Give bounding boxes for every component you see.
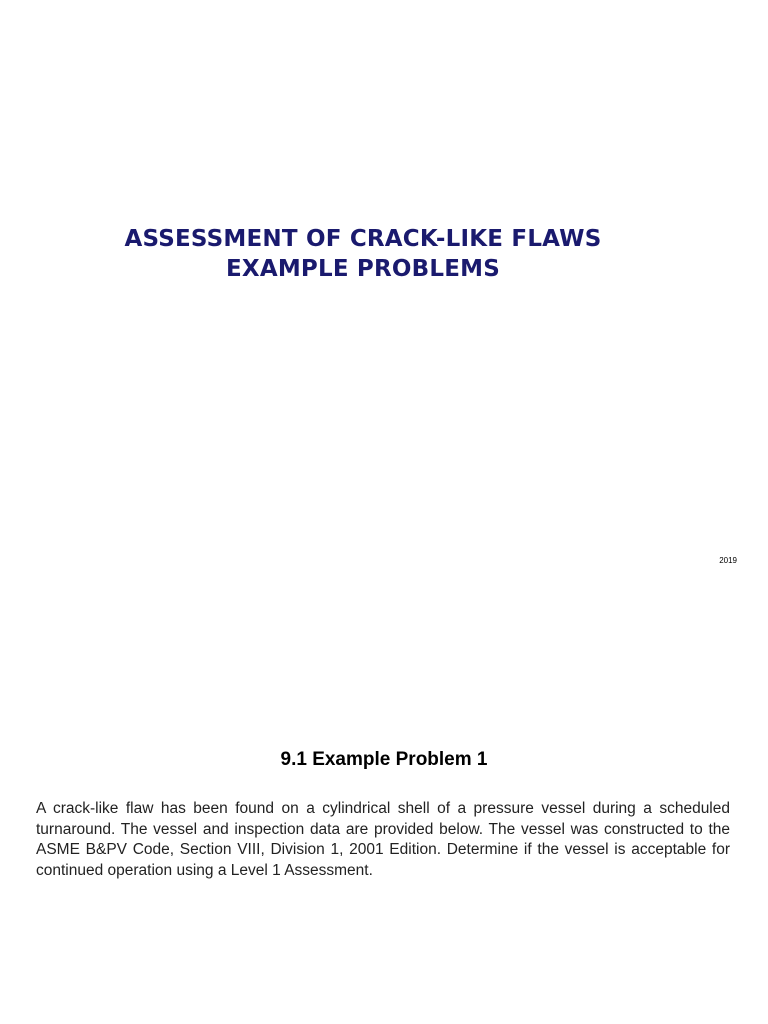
problem-description: A crack-like flaw has been found on a cylindrical shell of a pressure vessel during a scheduled turnaround. The vessel and inspection data are provided below. The vessel was constructed to the ASME B&PV Code, Section VIII, Division 1, 2001 Edition. Determine if the vessel is acceptable for continued operation using a Level 1 Assessment. (36, 800, 730, 879)
document-year: 2019 (719, 556, 737, 565)
document-title-line-1: ASSESSMENT OF CRACK-LIKE FLAWS (124, 226, 602, 252)
document-title (0, 224, 726, 284)
document-title-line-2: EXAMPLE PROBLEMS (225, 256, 501, 282)
section-heading: 9.1 Example Problem 1 (280, 749, 488, 770)
